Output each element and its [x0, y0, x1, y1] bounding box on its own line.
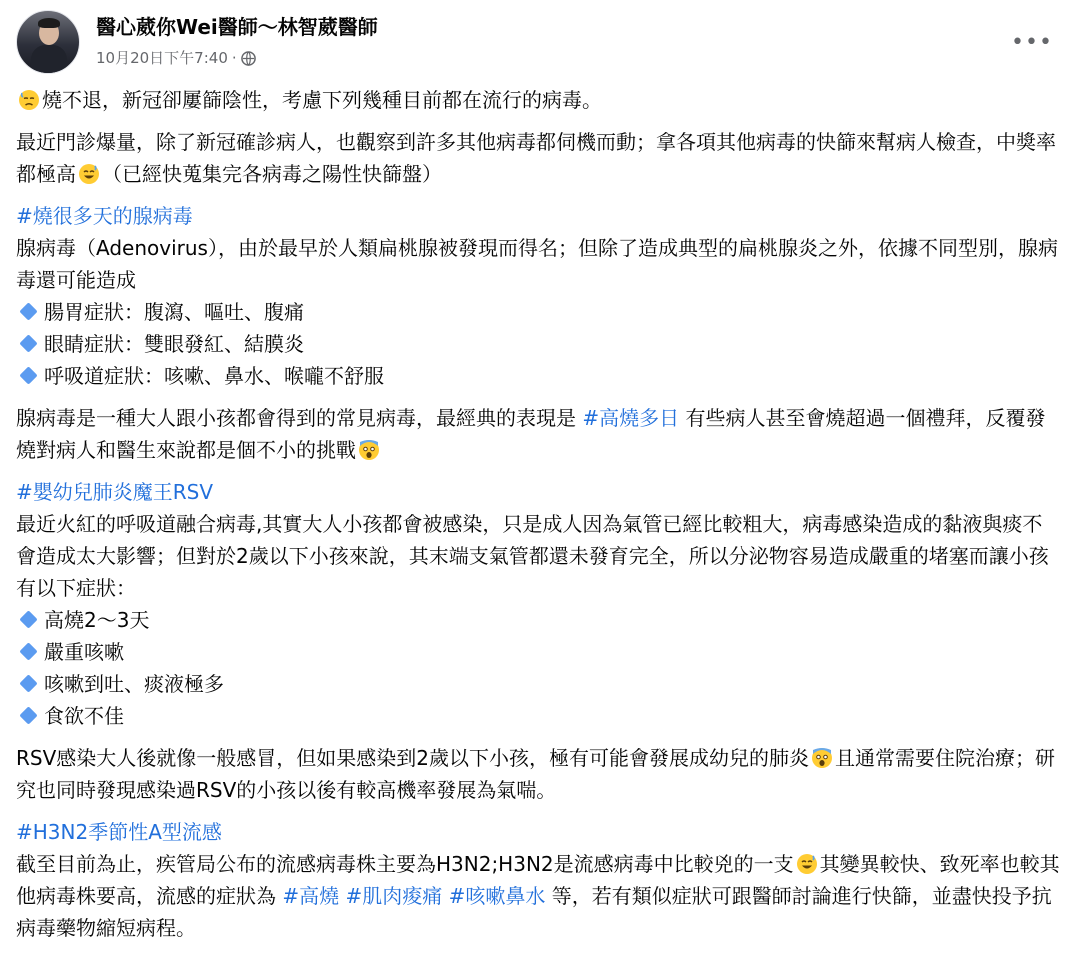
blue-diamond-icon: [19, 610, 37, 628]
list-item-text: 呼吸道症狀：咳嗽、鼻水、喉嚨不舒服: [44, 364, 384, 388]
more-options-button[interactable]: •••: [1011, 29, 1053, 55]
list-item-text: 眼睛症狀：雙眼發紅、結膜炎: [44, 332, 304, 356]
meta-separator: ·: [231, 49, 237, 67]
blue-diamond-icon: [19, 366, 37, 384]
rsv-para-text: RSV感染大人後就像一般感冒，但如果感染到2歲以下小孩，極有可能會發展成幼兒的肺炎: [16, 746, 809, 770]
list-item-text: 咳嗽到吐、痰液極多: [44, 672, 224, 696]
grinning-sweat-face-icon: [796, 853, 818, 875]
hashtag-h3n2[interactable]: #H3N2季節性A型流感: [16, 820, 222, 844]
grinning-sweat-face-icon: [78, 163, 100, 185]
rsv-text: 最近火紅的呼吸道融合病毒,其實大人小孩都會被感染，只是成人因為氣管已經比較粗大，病毒感染造成的黏液與痰不會造成太大影響；但對於2歲以下小孩來說，其末端支氣管都還未發育完全，所以分泌物容易造成嚴重的堵塞而讓小孩有以下症狀：: [16, 512, 1049, 600]
author-name[interactable]: 醫心葳你Wei醫師～林智葳醫師: [96, 15, 378, 39]
screaming-face-icon: [358, 439, 380, 461]
avatar-suit-shape: [31, 45, 67, 74]
list-item-text: 食欲不佳: [44, 704, 124, 728]
intro-text: 燒不退，新冠卻屢篩陰性，考慮下列幾種目前都在流行的病毒。: [42, 88, 602, 112]
adenovirus-para-text-2: 有些病人甚至會燒超過一個禮拜，反覆發燒對病人和醫生來說都是個不小的挑戰: [16, 406, 1046, 462]
list-item: [16, 636, 1062, 668]
adenovirus-paragraph: [16, 402, 1062, 466]
h3n2-text-2: 其變異較快、致死率也較其他病毒株要高，流感的症狀為: [16, 852, 1060, 908]
rsv-para-text-2: 且通常需要住院治療；研究也同時發現感染過RSV的小孩以後有較高機率發展為氣喘。: [16, 746, 1055, 802]
post-body: [16, 84, 1062, 954]
hashtag-muscle-ache[interactable]: #肌肉痠痛: [345, 884, 443, 908]
list-item-text: 嚴重咳嗽: [44, 640, 124, 664]
rsv-paragraph: [16, 742, 1062, 806]
post-timestamp[interactable]: 10月20日下午7:40: [96, 49, 228, 67]
downcast-sweat-face-icon: [18, 89, 40, 111]
section-h3n2: [16, 816, 1062, 944]
blue-diamond-icon: [19, 674, 37, 692]
avatar-hair-shape: [38, 18, 60, 28]
adenovirus-text: 腺病毒（Adenovirus），由於最早於人類扁桃腺被發現而得名；但除了造成典型的扁桃腺炎之外，依據不同型別，腺病毒還可能造成: [16, 236, 1058, 292]
list-item: [16, 328, 1062, 360]
list-item: [16, 700, 1062, 732]
list-item: [16, 360, 1062, 392]
clinic-text: 最近門診爆量，除了新冠確診病人，也觀察到許多其他病毒都伺機而動；拿各項其他病毒的快篩來幫病人檢查，中獎率都極高: [16, 130, 1056, 186]
blue-diamond-icon: [19, 642, 37, 660]
clinic-note: （已經快蒐集完各病毒之陽性快篩盤）: [102, 162, 442, 186]
list-item: [16, 668, 1062, 700]
hashtag-cough-runny-nose[interactable]: #咳嗽鼻水: [448, 884, 546, 908]
post-meta: [96, 48, 256, 71]
blue-diamond-icon: [19, 706, 37, 724]
section-adenovirus: [16, 200, 1062, 392]
post-header: [16, 10, 1056, 74]
list-item: [16, 296, 1062, 328]
adenovirus-para-text: 腺病毒是一種大人跟小孩都會得到的常見病毒，最經典的表現是: [16, 406, 583, 430]
clinic-paragraph: [16, 126, 1062, 190]
list-item-text: 高燒2～3天: [44, 608, 150, 632]
hashtag-adenovirus[interactable]: #燒很多天的腺病毒: [16, 204, 193, 228]
screaming-face-icon: [811, 747, 833, 769]
h3n2-text-3: 等，若有類似症狀可跟醫師討論進行快篩，並盡快投予抗病毒藥物縮短病程。: [16, 884, 1052, 940]
intro-paragraph: [16, 84, 1062, 116]
hashtag-rsv[interactable]: #嬰幼兒肺炎魔王RSV: [16, 480, 214, 504]
blue-diamond-icon: [19, 334, 37, 352]
avatar[interactable]: [16, 10, 80, 74]
section-rsv: [16, 476, 1062, 732]
hashtag-high-fever[interactable]: #高燒多日: [582, 406, 680, 430]
list-item-text: 腸胃症狀：腹瀉、嘔吐、腹痛: [44, 300, 304, 324]
hashtag-fever[interactable]: #高燒: [282, 884, 340, 908]
list-item: [16, 604, 1062, 636]
globe-icon[interactable]: [241, 51, 256, 71]
h3n2-text: 截至目前為止，疾管局公布的流感病毒株主要為H3N2;H3N2是流感病毒中比較兇的一支: [16, 852, 794, 876]
blue-diamond-icon: [19, 302, 37, 320]
